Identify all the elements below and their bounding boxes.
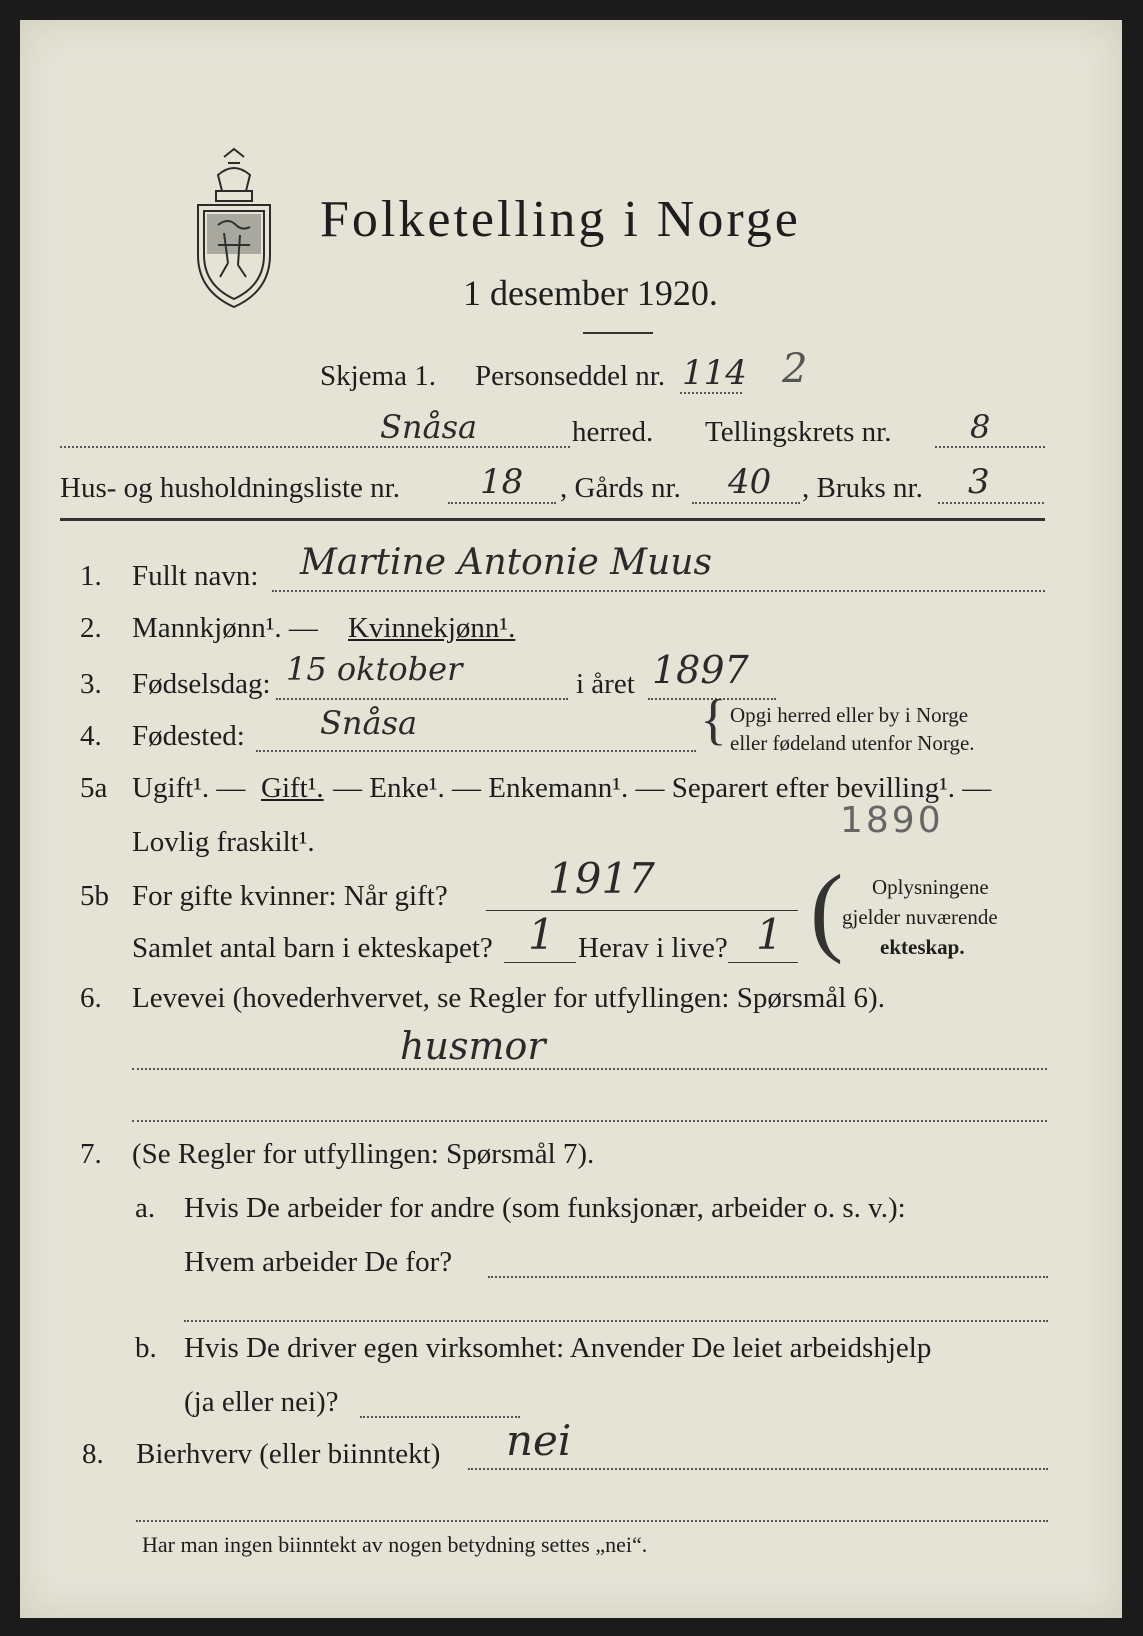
hus-line: [448, 502, 556, 504]
bruks-label: , Bruks nr.: [802, 472, 923, 504]
gards-line: [692, 502, 800, 504]
q8-line-extra: [136, 1520, 1048, 1522]
q2-kvinne: Kvinnekjønn¹.: [348, 612, 516, 644]
q5b-live-line: [728, 962, 798, 963]
hus-value: 18: [480, 462, 524, 502]
census-form: [20, 20, 1122, 1618]
herred-line: [60, 446, 570, 448]
q5a-gift: Gift¹.: [261, 772, 324, 804]
q7b-line: [360, 1416, 520, 1418]
q6-value: husmor: [400, 1024, 546, 1068]
bruks-line: [938, 502, 1044, 504]
q5a-line2: Lovlig fraskilt¹.: [132, 826, 315, 858]
q2-mann: Mannkjønn¹. —: [132, 612, 318, 644]
q5a-number: 5a: [80, 772, 108, 804]
q2-number: 2.: [80, 612, 102, 644]
bruks-value: 3: [968, 462, 990, 502]
q5b-number: 5b: [80, 880, 109, 912]
q1-number: 1.: [80, 560, 102, 592]
q5b-live-label: Herav i live?: [578, 932, 728, 964]
q4-label: Fødested:: [132, 720, 245, 752]
q3-value: 15 oktober: [286, 650, 463, 688]
q1-value: Martine Antonie Muus: [300, 542, 712, 583]
q5b-note-line2: gjelder nuværende: [842, 905, 998, 929]
gards-label: , Gårds nr.: [560, 472, 681, 504]
q7a-line: [488, 1276, 1048, 1278]
q6-line1: [132, 1068, 1047, 1070]
tellingskrets-label: Tellingskrets nr.: [705, 416, 892, 448]
q5b-label: For gifte kvinner: Når gift?: [132, 880, 448, 912]
q4-note-line1: Opgi herred eller by i Norge: [730, 703, 969, 727]
q5a-ugift: Ugift¹. —: [132, 772, 246, 804]
q5b-barn-line: [504, 962, 576, 963]
q8-number: 8.: [82, 1438, 104, 1470]
form-title: Folketelling i Norge: [320, 191, 801, 248]
q5b-brace: (: [810, 854, 844, 965]
q6-number: 6.: [80, 982, 102, 1014]
census-date: 1 desember 1920.: [463, 273, 718, 313]
q8-value: nei: [506, 1416, 572, 1465]
q5b-barn-label: Samlet antal barn i ekteskapet?: [132, 932, 493, 964]
herred-value: Snåsa: [380, 408, 478, 446]
q5b-value: 1917: [548, 854, 655, 903]
personseddel-value: 114: [682, 353, 747, 393]
q3-line: [276, 698, 568, 700]
title-divider: [583, 332, 653, 334]
q7a-line2: Hvem arbeider De for?: [184, 1246, 453, 1278]
q5a-rest: — Enke¹. — Enkemann¹. — Separert efter bevilling¹. —: [333, 772, 992, 804]
q5a-annotation: 1890: [840, 800, 944, 841]
q7-label: (Se Regler for utfyllingen: Spørsmål 7).: [132, 1138, 595, 1170]
q7a-letter: a.: [135, 1192, 156, 1224]
tellingskrets-value: 8: [970, 408, 991, 446]
personseddel-value-extra: 2: [782, 346, 808, 392]
q4-number: 4.: [80, 720, 102, 752]
q4-line: [256, 750, 696, 752]
q5b-barn-value: 1: [528, 910, 555, 959]
tellingskrets-line: [935, 446, 1045, 448]
q4-value: Snåsa: [320, 704, 418, 742]
q4-brace: {: [700, 689, 727, 751]
personseddel-label: Personseddel nr.: [475, 360, 666, 392]
q6-line2: [132, 1120, 1047, 1122]
q3-label: Fødselsdag:: [132, 668, 271, 700]
q6-label: Levevei (hovederhvervet, se Regler for utfyllingen: Spørsmål 6).: [132, 982, 885, 1014]
q1-line: [272, 590, 1045, 592]
q7b-line1: Hvis De driver egen virksomhet: Anvender De leiet arbeidshjelp: [184, 1332, 932, 1364]
q3-year: 1897: [652, 648, 749, 692]
q3-number: 3.: [80, 668, 102, 700]
gards-value: 40: [728, 462, 772, 502]
q7a-line1: Hvis De arbeider for andre (som funksjonær, arbeider o. s. v.):: [184, 1192, 906, 1224]
q4-note-line2: eller fødeland utenfor Norge.: [730, 731, 975, 755]
q7a-line-extra: [184, 1320, 1048, 1322]
skjema-label: Skjema 1.: [320, 360, 436, 392]
q8-label: Bierhverv (eller biinntekt): [136, 1438, 441, 1470]
herred-label: herred.: [572, 416, 654, 448]
hus-label: Hus- og husholdningsliste nr.: [60, 472, 400, 504]
q5b-live-value: 1: [756, 910, 783, 959]
q5b-note-line3: ekteskap.: [880, 935, 965, 959]
footer-note: Har man ingen biinntekt av nogen betydning settes „nei“.: [142, 1532, 648, 1557]
q7-number: 7.: [80, 1138, 102, 1170]
section-divider: [60, 518, 1045, 521]
coat-of-arms-icon: [188, 145, 280, 310]
q3-aret: i året: [576, 668, 635, 700]
q7b-letter: b.: [135, 1332, 157, 1364]
q8-line: [468, 1468, 1048, 1470]
q7b-line2: (ja eller nei)?: [184, 1386, 339, 1418]
q5b-note-line1: Oplysningene: [872, 875, 989, 899]
q1-label: Fullt navn:: [132, 560, 259, 592]
